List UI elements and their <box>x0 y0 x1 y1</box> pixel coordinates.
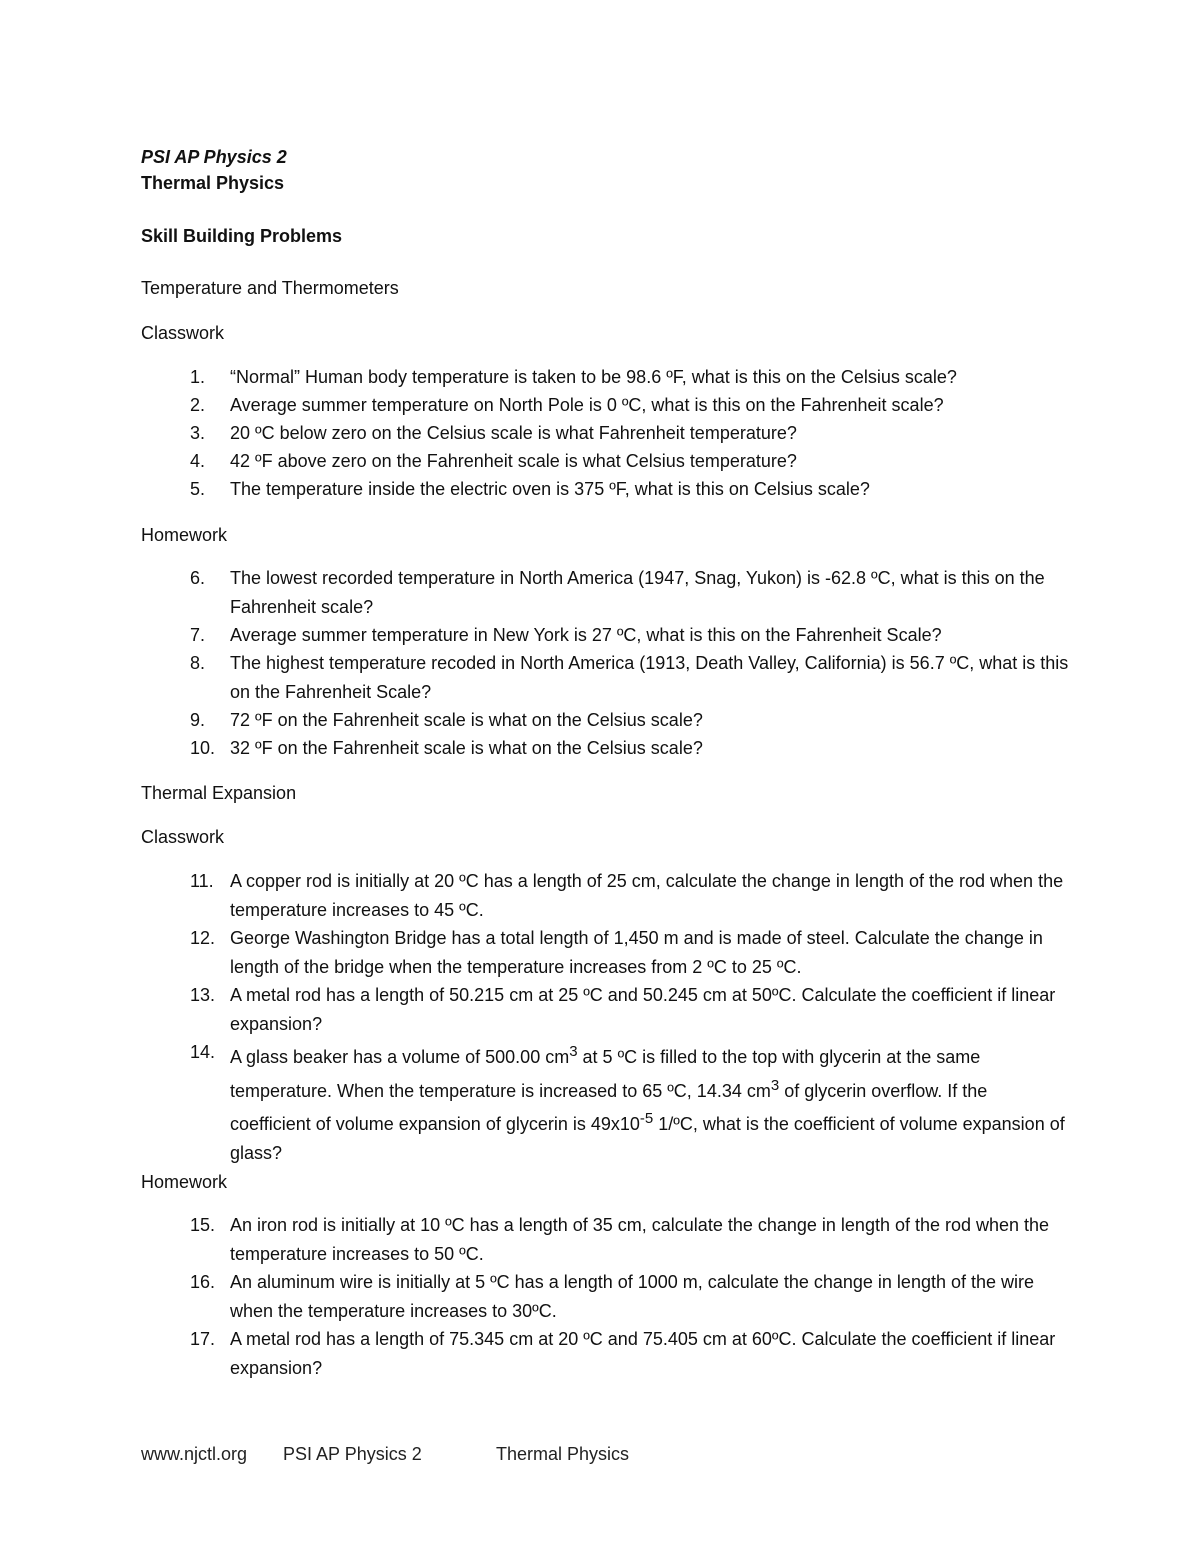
problem-item <box>190 363 1070 392</box>
problem-number: 7. <box>190 625 206 645</box>
problem-number: 12. <box>190 928 216 948</box>
section-heading-expansion: Thermal Expansion <box>141 783 297 803</box>
superscript: -5 <box>639 1110 654 1127</box>
problem-item <box>190 981 1070 1038</box>
section-homework-2: Homework <box>141 1172 228 1192</box>
superscript: 3 <box>770 1076 780 1094</box>
problem-number: 3. <box>190 423 206 443</box>
section-homework-1: Homework <box>141 525 228 545</box>
problem-number: 5. <box>190 479 206 499</box>
problem-text: Average summer temperature on North Pole is 0 ºC, what is this on the Fahrenheit scale? <box>230 395 944 415</box>
problem-text: A copper rod is initially at 20 ºC has a length of 25 cm, calculate the change in length of the rod when the temperature increases to 45 ºC. <box>230 871 1064 920</box>
problem-text-part: 1/ºC, what is the coefficient of volume expansion of glass? <box>230 1114 1065 1163</box>
problem-text: Average summer temperature in New York is 27 ºC, what is this on the Fahrenheit Scale? <box>230 625 942 645</box>
problem-number: 17. <box>190 1329 216 1349</box>
problem-text: George Washington Bridge has a total length of 1,450 m and is made of steel. Calculate the change in length of the bridge when the temperature increases from 2 ºC to 25 ºC. <box>230 928 1043 977</box>
section-classwork-1: Classwork <box>141 323 225 343</box>
problem-item <box>190 447 1070 476</box>
problem-item <box>190 734 1070 763</box>
footer-course: PSI AP Physics 2 <box>283 1444 422 1464</box>
section-heading-temperature: Temperature and Thermometers <box>141 278 399 298</box>
problem-number: 4. <box>190 451 206 471</box>
problem-item <box>190 867 1070 924</box>
problem-item <box>190 649 1070 706</box>
problem-text: An aluminum wire is initially at 5 ºC has a length of 1000 m, calculate the change in length of the wire when the temperature increases to 30ºC. <box>230 1272 1035 1321</box>
problem-text-part: of glycerin overflow. If the coefficient of volume expansion of glycerin is 49x10 <box>230 1080 988 1134</box>
problem-item <box>190 706 1070 735</box>
footer-site: www.njctl.org <box>141 1444 248 1464</box>
problem-item <box>190 564 1070 621</box>
problem-text: A metal rod has a length of 75.345 cm at 20 ºC and 75.405 cm at 60ºC. Calculate the coefficient if linear expansion? <box>230 1329 1056 1378</box>
problem-item <box>190 1268 1070 1325</box>
problem-text: The temperature inside the electric oven is 375 ºF, what is this on Celsius scale? <box>230 479 870 499</box>
problem-number: 2. <box>190 395 206 415</box>
problem-number: 14. <box>190 1042 216 1062</box>
problem-text: “Normal” Human body temperature is taken to be 98.6 ºF, what is this on the Celsius scale? <box>230 367 957 387</box>
problem-number: 1. <box>190 367 206 387</box>
problem-number: 11. <box>190 871 214 891</box>
problem-text-part: at 5 ºC is filled to the top with glycerin at the same temperature. When the temperature is increased to 65 ºC, 14.34 cm <box>230 1047 981 1101</box>
problem-item <box>190 1038 1070 1167</box>
problem-item <box>190 1211 1070 1268</box>
problem-number: 15. <box>190 1215 216 1235</box>
problem-text: 20 ºC below zero on the Celsius scale is what Fahrenheit temperature? <box>230 423 797 443</box>
problem-text: 42 ºF above zero on the Fahrenheit scale is what Celsius temperature? <box>230 451 797 471</box>
footer-unit: Thermal Physics <box>496 1444 630 1464</box>
problem-text: 72 ºF on the Fahrenheit scale is what on the Celsius scale? <box>230 710 703 730</box>
problem-number: 8. <box>190 653 206 673</box>
problem-number: 10. <box>190 738 216 758</box>
problem-text: An iron rod is initially at 10 ºC has a length of 35 cm, calculate the change in length of the rod when the temperature increases to 50 ºC. <box>230 1215 1050 1264</box>
page-heading: Skill Building Problems <box>141 226 343 246</box>
problem-item <box>190 924 1070 981</box>
superscript: 3 <box>569 1043 578 1060</box>
problem-text: The lowest recorded temperature in North America (1947, Snag, Yukon) is -62.8 ºC, what is this on the Fahrenheit scale? <box>230 568 1045 617</box>
problem-item <box>190 391 1070 420</box>
problem-number: 13. <box>190 985 216 1005</box>
problem-text: The highest temperature recoded in North America (1913, Death Valley, California) is 56.7 ºC, what is this on the Fahrenheit Scale? <box>230 653 1069 702</box>
problem-item <box>190 419 1070 448</box>
problem-number: 9. <box>190 710 206 730</box>
problem-text-part: A glass beaker has a volume of 500.00 cm <box>230 1047 570 1067</box>
problem-item <box>190 1325 1070 1382</box>
unit-title: Thermal Physics <box>141 173 285 193</box>
problem-number: 6. <box>190 568 206 588</box>
problem-number: 16. <box>190 1272 216 1292</box>
section-classwork-2: Classwork <box>141 827 225 847</box>
problem-item <box>190 621 1070 650</box>
problem-item <box>190 475 1070 504</box>
problem-text <box>230 1038 1070 1167</box>
problem-text: A metal rod has a length of 50.215 cm at 25 ºC and 50.245 cm at 50ºC. Calculate the coefficient if linear expansion? <box>230 985 1056 1034</box>
course-title: PSI AP Physics 2 <box>141 147 287 167</box>
problem-text: 32 ºF on the Fahrenheit scale is what on the Celsius scale? <box>230 738 703 758</box>
